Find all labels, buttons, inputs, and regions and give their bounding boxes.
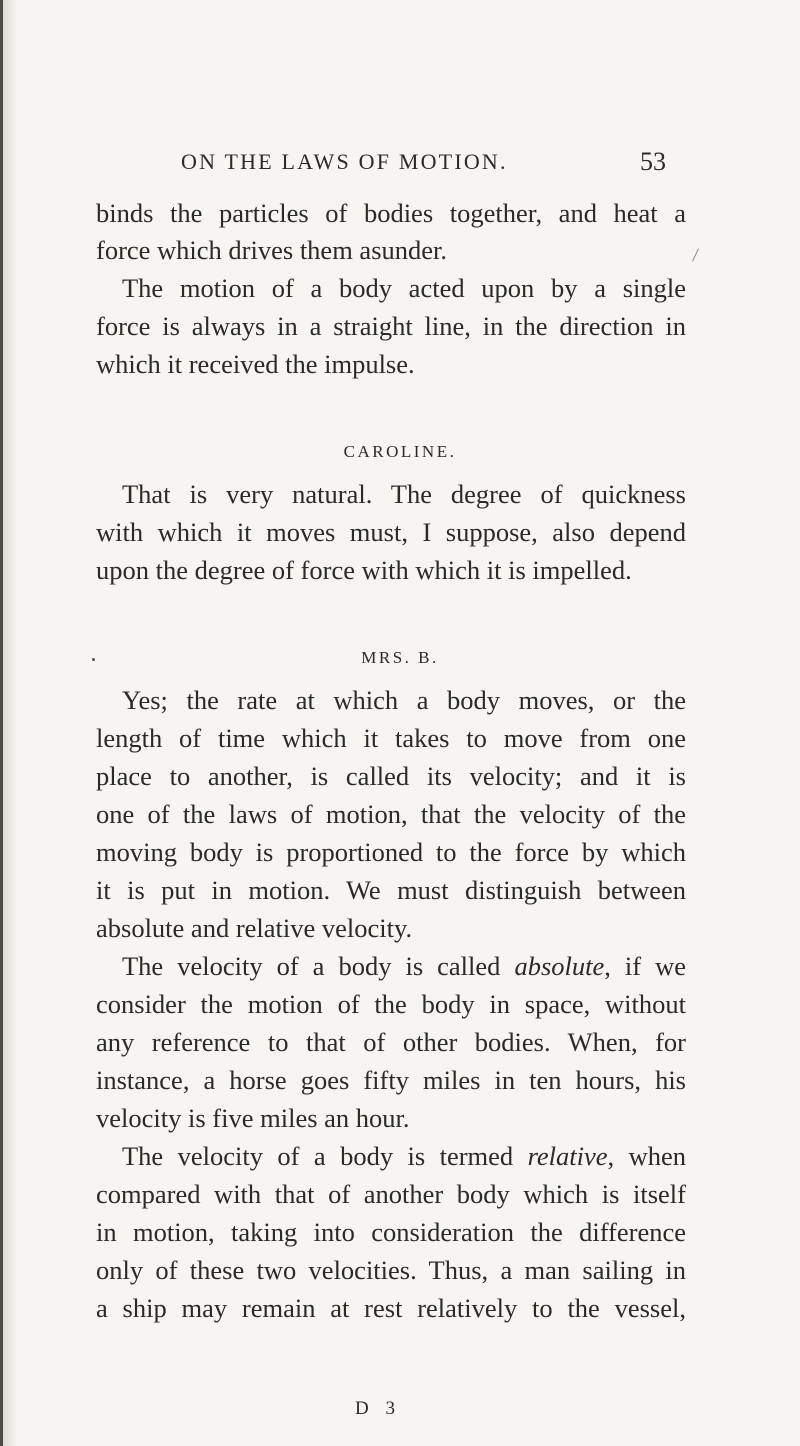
text-line: instance, a horse goes fifty miles in ten hours, his: [96, 1065, 686, 1095]
text-line: velocity is five miles an hour.: [96, 1103, 410, 1133]
text-line: it is put in motion. We must distinguish between: [96, 875, 686, 905]
text-line: compared with that of another body which is itself: [96, 1179, 686, 1209]
italic-term: relative: [527, 1141, 608, 1171]
text-run: The velocity of a body is termed: [122, 1141, 528, 1171]
text-line: force which drives them asunder.: [96, 235, 448, 265]
signature-mark: D 3: [355, 1398, 401, 1419]
ink-mark: [692, 248, 699, 261]
gutter-shadow: [3, 0, 17, 1446]
text-line: absolute and relative velocity.: [96, 913, 413, 943]
text-line: in motion, taking into consideration the difference: [96, 1217, 686, 1247]
text-line: Yes; the rate at which a body moves, or the: [122, 685, 686, 715]
speaker-heading: [0, 440, 800, 464]
page-number: 53: [640, 147, 666, 176]
text-line: [122, 949, 686, 983]
text-run: , if we: [604, 951, 686, 981]
speaker-name: MRS. B.: [361, 648, 439, 667]
text-line: length of time which it takes to move from one: [96, 723, 686, 753]
text-line: with which it moves must, I suppose, also depend: [96, 517, 686, 547]
speaker-heading: [0, 646, 800, 670]
text-line: any reference to that of other bodies. When, for: [96, 1027, 686, 1057]
text-line: which it received the impulse.: [96, 349, 415, 379]
text-line: The motion of a body acted upon by a single: [122, 273, 686, 303]
text-line: binds the particles of bodies together, and heat a: [96, 198, 686, 228]
text-line: consider the motion of the body in space, without: [96, 989, 686, 1019]
text-line: one of the laws of motion, that the velocity of the: [96, 799, 686, 829]
text-line: force is always in a straight line, in the direction in: [96, 311, 686, 341]
running-head: [0, 146, 800, 178]
text-line: only of these two velocities. Thus, a man sailing in: [96, 1255, 686, 1285]
speaker-name: CAROLINE.: [343, 442, 457, 461]
text-line: place to another, is called its velocity; and it is: [96, 761, 686, 791]
running-title: ON THE LAWS OF MOTION.: [181, 149, 508, 174]
text-line: a ship may remain at rest relatively to the vessel,: [96, 1293, 686, 1323]
text-line: moving body is proportioned to the force by which: [96, 837, 686, 867]
text-run: , when: [607, 1141, 686, 1171]
text-run: The velocity of a body is called: [122, 951, 515, 981]
italic-term: absolute: [514, 951, 605, 981]
text-line: [122, 1139, 686, 1173]
text-line: upon the degree of force with which it is impelled.: [96, 555, 632, 585]
text-line: That is very natural. The degree of quickness: [122, 479, 686, 509]
